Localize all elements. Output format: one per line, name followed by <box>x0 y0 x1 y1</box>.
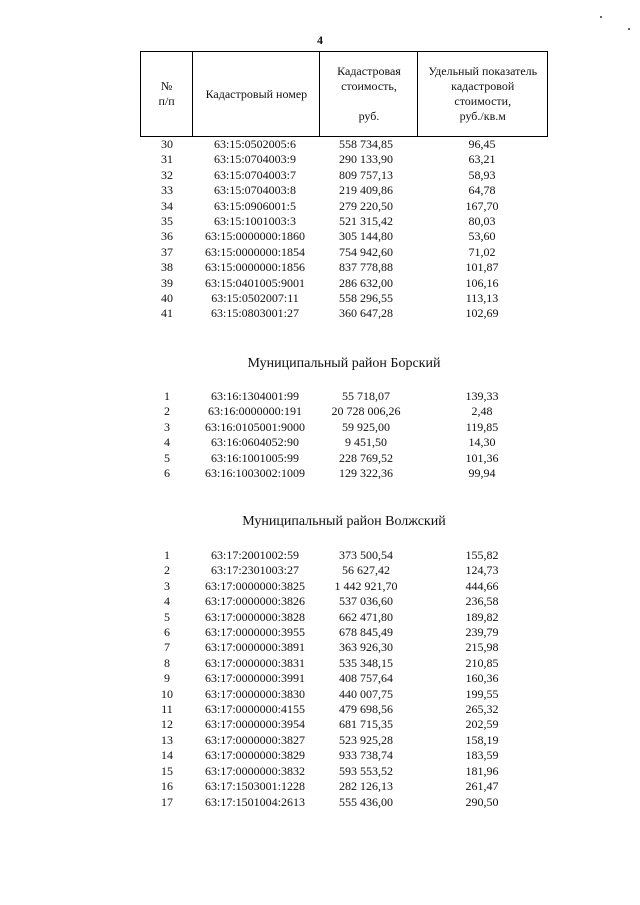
table-row <box>140 594 548 609</box>
specific-cost: 158,19 <box>465 732 499 747</box>
cadastral-number: 63:17:0000000:3826 <box>204 594 305 609</box>
scan-speck <box>600 16 602 18</box>
row-number: 8 <box>164 655 170 670</box>
cadastral-cost: 593 553,52 <box>339 763 393 778</box>
cadastral-cost: 523 925,28 <box>339 732 393 747</box>
table-row <box>140 276 548 291</box>
row-number: 16 <box>161 779 173 794</box>
cadastral-number: 63:17:0000000:3830 <box>204 686 305 701</box>
row-number: 30 <box>161 137 173 151</box>
rows-section-volzhsky <box>140 548 548 810</box>
cadastral-cost: 535 348,15 <box>339 655 393 670</box>
table-row <box>140 214 548 229</box>
cadastral-cost: 219 409,86 <box>339 183 393 198</box>
table-row <box>140 229 548 244</box>
specific-cost: 202,59 <box>465 717 499 732</box>
cadastral-cost: 558 734,85 <box>339 137 393 151</box>
specific-cost: 290,50 <box>465 794 499 809</box>
table-row <box>140 435 548 450</box>
cadastral-number: 63:16:1001005:99 <box>210 450 299 465</box>
specific-cost: 58,93 <box>468 167 496 182</box>
table-row <box>140 183 548 198</box>
row-number: 39 <box>161 275 173 290</box>
cadastral-cost: 558 296,55 <box>339 291 393 306</box>
cadastral-cost: 754 942,60 <box>339 244 393 259</box>
cadastral-cost: 228 769,52 <box>339 450 393 465</box>
row-number: 12 <box>161 717 173 732</box>
row-number: 32 <box>161 167 173 182</box>
cadastral-number: 63:16:0105001:9000 <box>204 419 305 434</box>
specific-cost: 119,85 <box>465 419 499 434</box>
cadastral-cost: 305 144,80 <box>339 229 393 244</box>
cadastral-cost: 479 698,56 <box>339 702 393 717</box>
table-row <box>140 764 548 779</box>
cadastral-cost: 55 718,07 <box>342 389 390 403</box>
table-row <box>140 168 548 183</box>
table-row <box>140 291 548 306</box>
page-number: 4 <box>317 33 323 47</box>
table-row <box>140 466 548 481</box>
table-row <box>140 733 548 748</box>
specific-cost: 63,21 <box>468 152 496 167</box>
specific-cost: 261,47 <box>465 779 499 794</box>
table-row <box>140 137 548 152</box>
cadastral-number: 63:15:0704003:9 <box>213 152 296 167</box>
table-row <box>140 640 548 655</box>
table-row <box>140 548 548 563</box>
table-row <box>140 389 548 404</box>
table-row <box>140 563 548 578</box>
cadastral-number: 63:15:0803001:27 <box>210 306 299 321</box>
table-row <box>140 451 548 466</box>
row-number: 5 <box>164 450 170 465</box>
table-row <box>140 306 548 321</box>
cadastral-cost: 440 007,75 <box>339 686 393 701</box>
cadastral-number: 63:17:0000000:3825 <box>204 578 305 593</box>
table-row <box>140 404 548 419</box>
cadastral-cost: 537 036,60 <box>339 594 393 609</box>
cadastral-number: 63:15:0000000:1856 <box>204 260 305 275</box>
specific-cost: 210,85 <box>465 655 499 670</box>
specific-cost: 14,30 <box>468 435 496 450</box>
specific-cost: 215,98 <box>465 640 499 655</box>
section-title-volzhsky: Муниципальный район Волжский <box>242 514 446 529</box>
row-number: 36 <box>161 229 173 244</box>
cadastral-cost: 1 442 921,70 <box>334 578 398 593</box>
specific-cost: 236,58 <box>465 594 499 609</box>
cadastral-number: 63:16:0604052:90 <box>210 435 299 450</box>
row-number: 4 <box>164 435 170 450</box>
header-no: № п/п <box>141 52 193 137</box>
specific-cost: 96,45 <box>468 137 496 151</box>
table-row <box>140 199 548 214</box>
row-number: 34 <box>161 198 173 213</box>
table-row <box>140 795 548 810</box>
cadastral-number: 63:15:0401005:9001 <box>204 275 305 290</box>
specific-cost: 183,59 <box>465 748 499 763</box>
cadastral-number: 63:17:0000000:3828 <box>204 609 305 624</box>
rows-section-1 <box>140 137 548 322</box>
specific-cost: 64,78 <box>468 183 496 198</box>
rows-section-borsky <box>140 389 548 481</box>
table-row <box>140 687 548 702</box>
row-number: 4 <box>164 594 170 609</box>
cadastral-cost: 282 126,13 <box>339 779 393 794</box>
cadastral-cost: 129 322,36 <box>339 466 393 481</box>
cadastral-number: 63:16:1003002:1009 <box>204 466 305 481</box>
cadastral-number: 63:17:1503001:1228 <box>204 779 305 794</box>
header-cadastral-cost: Кадастровая стоимость, руб. <box>320 52 418 137</box>
cadastral-cost: 681 715,35 <box>339 717 393 732</box>
cadastral-cost: 279 220,50 <box>339 198 393 213</box>
specific-cost: 71,02 <box>468 244 496 259</box>
table-row <box>140 579 548 594</box>
cadastral-number: 63:17:0000000:4155 <box>204 702 305 717</box>
table-row <box>140 610 548 625</box>
cadastral-number: 63:17:0000000:3955 <box>204 625 305 640</box>
specific-cost: 124,73 <box>465 563 499 578</box>
cadastral-cost: 56 627,42 <box>342 563 390 578</box>
cadastral-cost: 286 632,00 <box>339 275 393 290</box>
table-row <box>140 245 548 260</box>
row-number: 41 <box>161 306 173 321</box>
table-row <box>140 748 548 763</box>
row-number: 14 <box>161 748 173 763</box>
specific-cost: 102,69 <box>465 306 499 321</box>
table-row <box>140 717 548 732</box>
cadastral-number: 63:15:0000000:1854 <box>204 244 305 259</box>
cadastral-number: 63:15:1001003:3 <box>213 214 296 229</box>
cadastral-number: 63:15:0906001:5 <box>213 198 296 213</box>
row-number: 35 <box>161 214 173 229</box>
row-number: 13 <box>161 732 173 747</box>
specific-cost: 189,82 <box>465 609 499 624</box>
specific-cost: 181,96 <box>465 763 499 778</box>
specific-cost: 101,36 <box>465 450 499 465</box>
cadastral-cost: 933 738,74 <box>339 748 393 763</box>
specific-cost: 265,32 <box>465 702 499 717</box>
specific-cost: 99,94 <box>468 466 496 481</box>
specific-cost: 160,36 <box>465 671 499 686</box>
row-number: 38 <box>161 260 173 275</box>
section-title-borsky: Муниципальный район Борский <box>247 356 441 371</box>
specific-cost: 80,03 <box>468 214 496 229</box>
cadastral-cost: 837 778,88 <box>339 260 393 275</box>
cadastral-cost: 9 451,50 <box>345 435 387 450</box>
row-number: 6 <box>164 625 170 640</box>
specific-cost: 239,79 <box>465 625 499 640</box>
header-specific-cost: Удельный показатель кадастровой стоимости, руб./кв.м <box>418 52 548 137</box>
cadastral-cost: 555 436,00 <box>339 794 393 809</box>
row-number: 6 <box>164 466 170 481</box>
cadastral-cost: 662 471,80 <box>339 609 393 624</box>
row-number: 17 <box>161 794 173 809</box>
row-number: 31 <box>161 152 173 167</box>
row-number: 40 <box>161 291 173 306</box>
cadastral-number: 63:17:0000000:3831 <box>204 655 305 670</box>
cadastral-cost: 809 757,13 <box>339 167 393 182</box>
table-row <box>140 420 548 435</box>
cadastral-number: 63:16:1304001:99 <box>210 389 299 403</box>
table-row <box>140 260 548 275</box>
row-number: 37 <box>161 244 173 259</box>
cadastral-number: 63:17:0000000:3829 <box>204 748 305 763</box>
row-number: 2 <box>164 404 170 419</box>
specific-cost: 113,13 <box>465 291 499 306</box>
cadastral-number: 63:15:0704003:7 <box>213 167 296 182</box>
cadastral-number: 63:15:0704003:8 <box>213 183 296 198</box>
row-number: 9 <box>164 671 170 686</box>
table-row <box>140 625 548 640</box>
cadastral-cost: 290 133,90 <box>339 152 393 167</box>
row-number: 1 <box>164 548 170 562</box>
cadastral-number: 63:17:2301003:27 <box>210 563 299 578</box>
cadastral-cost: 408 757,64 <box>339 671 393 686</box>
row-number: 1 <box>164 389 170 403</box>
cadastral-number: 63:17:0000000:3891 <box>204 640 305 655</box>
specific-cost: 53,60 <box>468 229 496 244</box>
row-number: 5 <box>164 609 170 624</box>
row-number: 33 <box>161 183 173 198</box>
cadastral-cost: 360 647,28 <box>339 306 393 321</box>
specific-cost: 2,48 <box>471 404 493 419</box>
cadastral-number: 63:16:0000000:191 <box>207 404 302 419</box>
cadastral-cost: 678 845,49 <box>339 625 393 640</box>
specific-cost: 101,87 <box>465 260 499 275</box>
row-number: 3 <box>164 419 170 434</box>
table-row <box>140 656 548 671</box>
row-number: 7 <box>164 640 170 655</box>
cadastral-number: 63:17:1501004:2613 <box>204 794 305 809</box>
cadastral-number: 63:17:2001002:59 <box>210 548 299 562</box>
cadastral-number: 63:17:0000000:3832 <box>204 763 305 778</box>
table-row <box>140 152 548 167</box>
cadastral-number: 63:17:0000000:3827 <box>204 732 305 747</box>
cadastral-cost: 59 925,00 <box>342 419 390 434</box>
table-row <box>140 702 548 717</box>
cadastral-number: 63:17:0000000:3954 <box>204 717 305 732</box>
scan-speck <box>628 28 630 30</box>
header-cadastral-number: Кадастровый номер <box>193 52 320 137</box>
table-header <box>140 51 548 137</box>
specific-cost: 167,70 <box>465 198 499 213</box>
table-row <box>140 779 548 794</box>
row-number: 11 <box>161 702 173 717</box>
row-number: 10 <box>161 686 173 701</box>
specific-cost: 155,82 <box>465 548 499 562</box>
specific-cost: 444,66 <box>465 578 499 593</box>
cadastral-cost: 521 315,42 <box>339 214 393 229</box>
row-number: 15 <box>161 763 173 778</box>
cadastral-cost: 20 728 006,26 <box>331 404 401 419</box>
specific-cost: 139,33 <box>465 389 499 403</box>
cadastral-number: 63:15:0502005:6 <box>213 137 296 151</box>
row-number: 3 <box>164 578 170 593</box>
specific-cost: 106,16 <box>465 275 499 290</box>
table-row <box>140 671 548 686</box>
cadastral-number: 63:15:0502007:11 <box>211 291 299 306</box>
row-number: 2 <box>164 563 170 578</box>
cadastral-number: 63:17:0000000:3991 <box>204 671 305 686</box>
cadastral-cost: 363 926,30 <box>339 640 393 655</box>
cadastral-number: 63:15:0000000:1860 <box>204 229 305 244</box>
specific-cost: 199,55 <box>465 686 499 701</box>
cadastral-cost: 373 500,54 <box>339 548 393 562</box>
